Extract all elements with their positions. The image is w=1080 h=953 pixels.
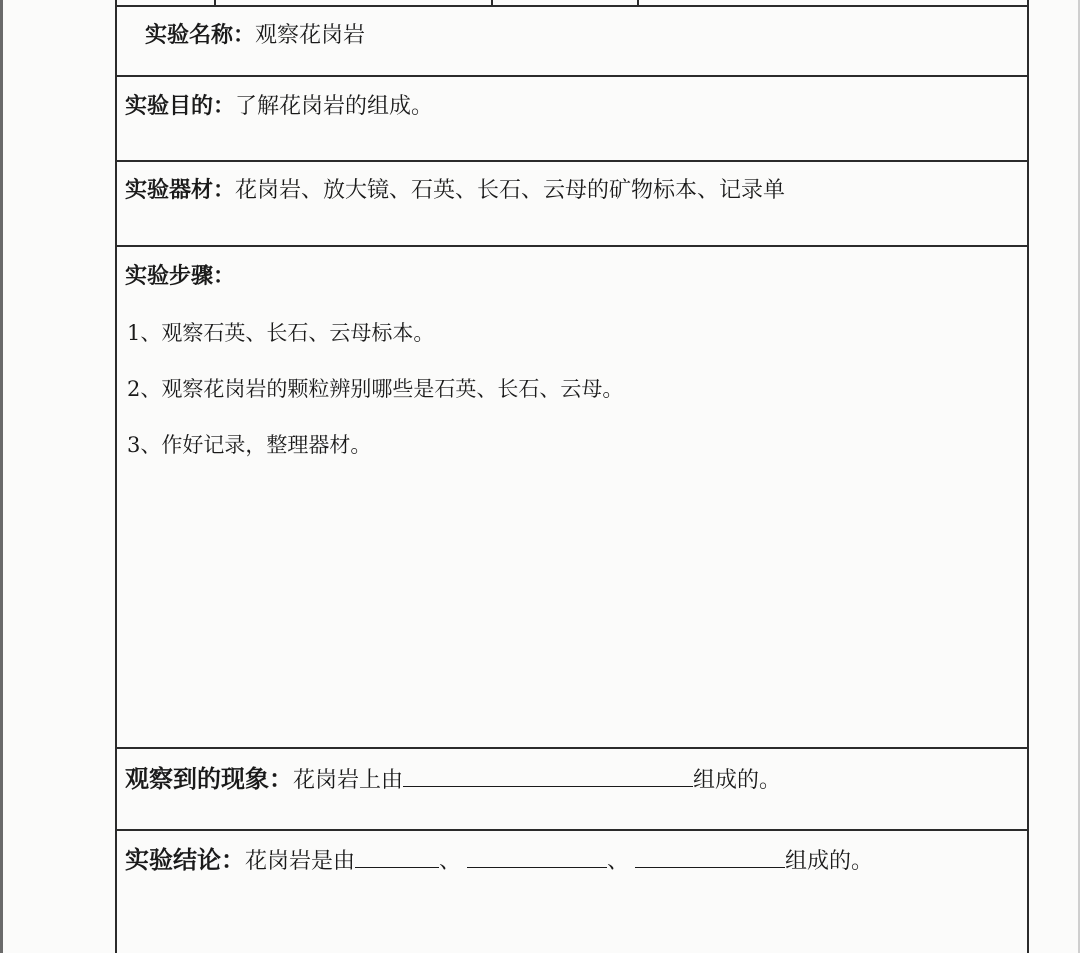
experiment-conclusion-label: 实验结论： [125, 846, 245, 874]
experiment-materials-label: 实验器材： [125, 178, 236, 203]
experiment-table [115, 0, 1029, 953]
observed-phenomenon-suffix: 组成的。 [693, 768, 782, 793]
experiment-conclusion-suffix: 组成的。 [785, 849, 874, 874]
experiment-steps-label: 实验步骤： [125, 264, 236, 289]
cell-divider [491, 0, 493, 7]
cell-divider [637, 0, 639, 7]
page-left-edge [0, 0, 3, 953]
experiment-purpose-label: 实验目的： [125, 94, 236, 119]
experiment-name-value: 观察花岗岩 [255, 23, 366, 48]
experiment-purpose-row [117, 77, 1027, 162]
experiment-materials-line [125, 176, 785, 206]
step-item: 3、作好记录，整理器材。 [127, 433, 372, 457]
conclusion-separator: 、 [607, 849, 630, 874]
cell-divider [214, 0, 216, 7]
conclusion-blank-2[interactable] [467, 845, 607, 868]
experiment-conclusion-line [125, 845, 873, 877]
step-item: 2、观察花岗岩的颗粒辨别哪些是石英、长石、云母。 [127, 377, 624, 401]
experiment-steps-row [117, 247, 1027, 749]
experiment-materials-value: 花岗岩、放大镜、石英、长石、云母的矿物标本、记录单 [235, 178, 786, 203]
experiment-name-label: 实验名称： [145, 23, 256, 48]
experiment-name-line [145, 21, 365, 51]
phenomenon-blank[interactable] [403, 764, 693, 787]
observed-phenomenon-prefix: 花岗岩上由 [293, 768, 404, 793]
previous-row-fragment [117, 0, 1027, 7]
experiment-materials-row [117, 162, 1027, 247]
experiment-steps-line [125, 262, 235, 292]
conclusion-separator: 、 [439, 849, 462, 874]
experiment-conclusion-row [117, 831, 1027, 953]
experiment-conclusion-prefix: 花岗岩是由 [245, 849, 356, 874]
observed-phenomenon-line [125, 764, 781, 796]
observed-phenomenon-label: 观察到的现象： [125, 765, 293, 793]
step-item: 1、观察石英、长石、云母标本。 [127, 321, 435, 345]
conclusion-blank-1[interactable] [355, 845, 439, 868]
observed-phenomenon-row [117, 749, 1027, 831]
conclusion-blank-3[interactable] [635, 845, 785, 868]
experiment-name-row [117, 7, 1027, 77]
experiment-purpose-value: 了解花岗岩的组成。 [235, 94, 434, 119]
experiment-purpose-line [125, 92, 433, 122]
